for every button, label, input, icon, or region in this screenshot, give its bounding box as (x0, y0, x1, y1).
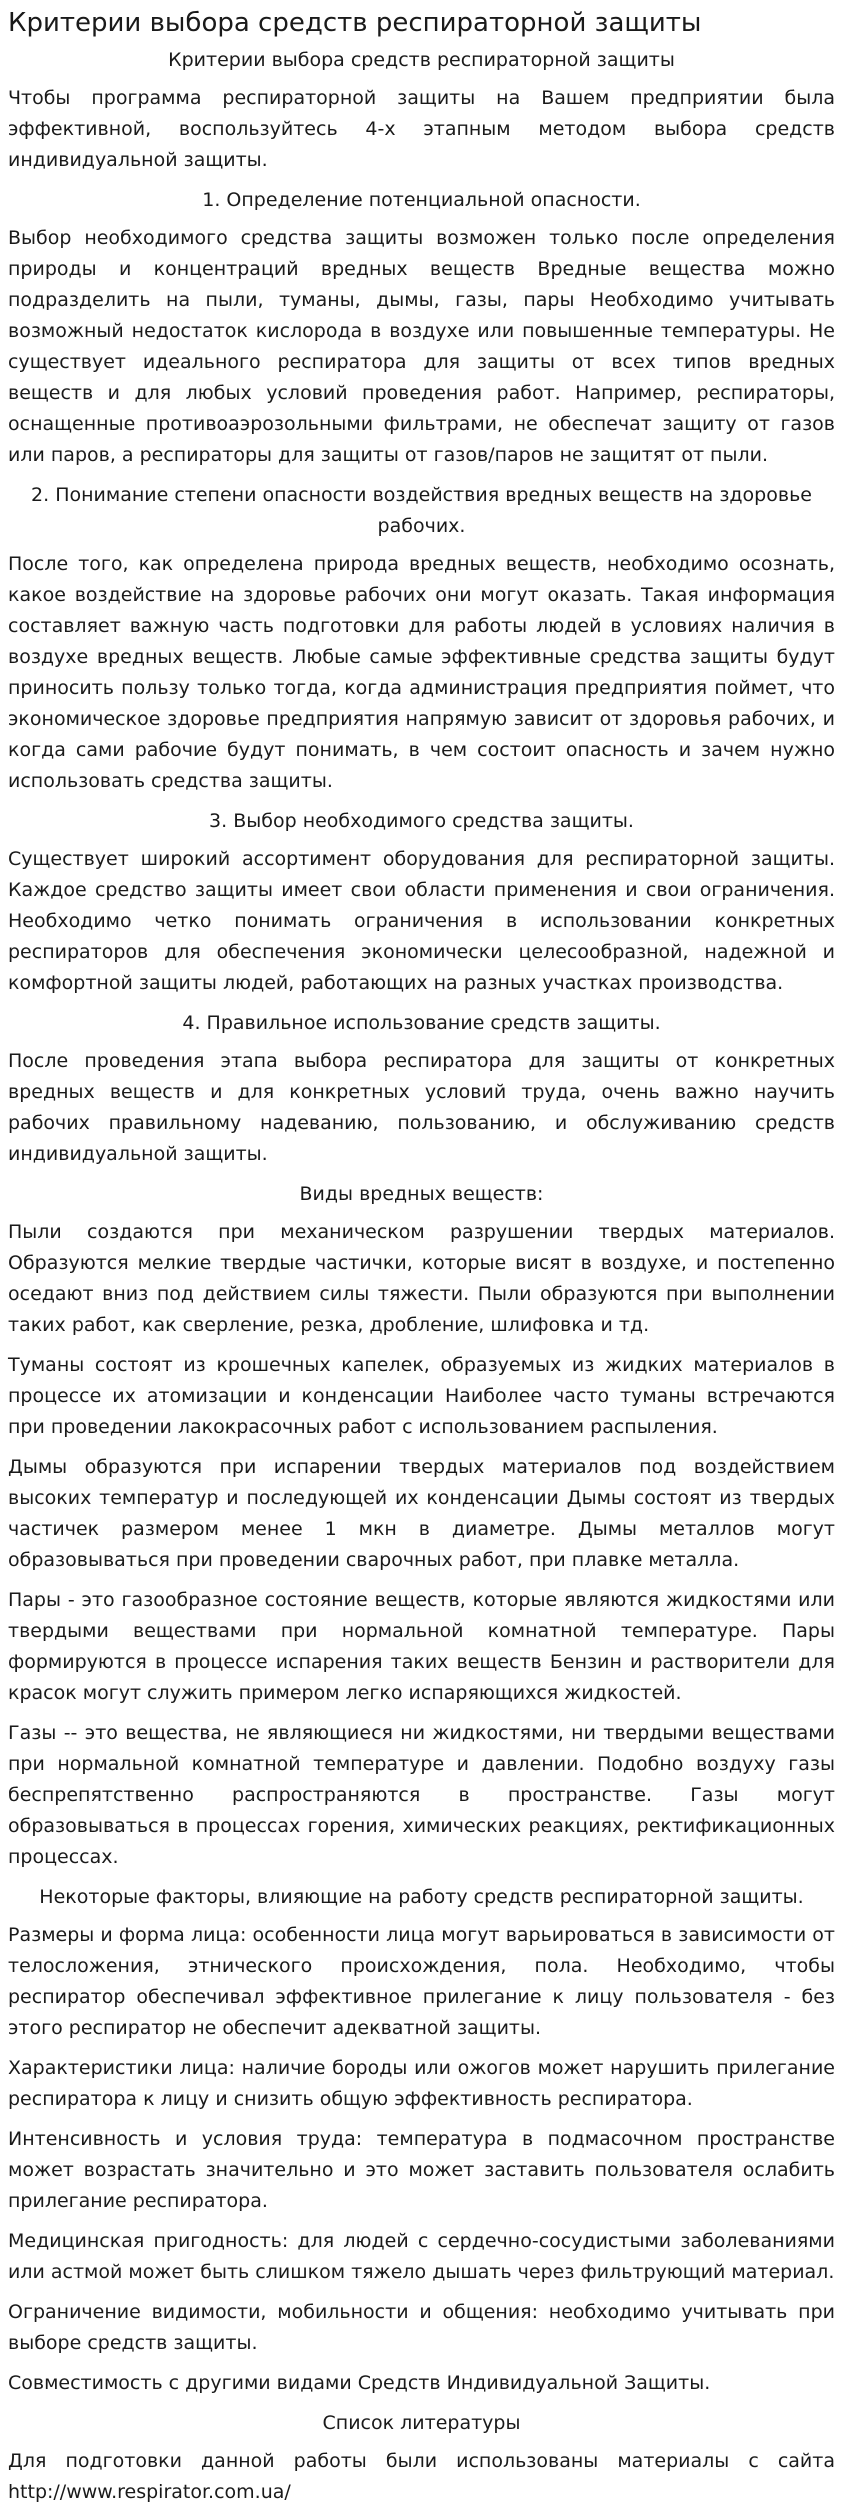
section-heading-equipment-selection: 3. Выбор необходимого средства защиты. (209, 810, 634, 832)
factor-ppe-compatibility: Совместимость с другими видами Средств Индивидуальной Защиты. (8, 2372, 711, 2394)
page-title: Критерии выбора средств респираторной защиты (8, 8, 702, 38)
document-subtitle: Критерии выбора средств респираторной защиты (168, 49, 675, 71)
intro-paragraph: Чтобы программа респираторной защиты на Вашем предприятии была эффективной, воспользуйтесь 4-х этапным методом выбора средств индивидуальной защиты. (8, 87, 835, 171)
section-paragraph: Существует широкий ассортимент оборудования для респираторной защиты. Каждое средство защиты имеет свои области применения и свои ограничения. Необходимо четко понимать ограничения в использовании конкретных респираторов для обеспечения экономически целесообразной, надежной и комфортной защиты людей, работающих на разных участках производства. (8, 848, 835, 994)
references-paragraph: Для подготовки данной работы были использованы материалы с сайта http://www.respirator.com.ua/ (8, 2450, 835, 2503)
section-paragraph: Выбор необходимого средства защиты возможен только после определения природы и концентраций вредных веществ Вредные вещества можно подразделить на пыли, туманы, дымы, газы, пары Необходимо учитывать возможный недостаток кислорода в воздухе или повышенные температуры. Не существует идеального респиратора для защиты от всех типов вредных веществ и для любых условий проведения работ. Например, респираторы, оснащенные противоаэрозольными фильтрами, не обеспечат защиту от газов или паров, а респираторы для защиты от газов/паров не защитят от пыли. (8, 227, 835, 466)
factor-face-characteristics: Характеристики лица: наличие бороды или ожогов может нарушить прилегание респиратора к лицу и снизить общую эффективность респиратора. (8, 2057, 835, 2110)
section-heading-influencing-factors: Некоторые факторы, влияющие на работу средств респираторной защиты. (39, 1886, 804, 1908)
section-heading-references: Список литературы (322, 2412, 521, 2434)
hazard-type-gases: Газы -- это вещества, не являющиеся ни жидкостями, ни твердыми веществами при нормальной комнатной температуре и давлении. Подобно воздуху газы беспрепятственно распространяются в пространстве. Газы могут образовываться в процессах горения, химических реакциях, ректификационных процессах. (8, 1722, 835, 1868)
factor-visibility-mobility: Ограничение видимости, мобильности и общения: необходимо учитывать при выборе средств защиты. (8, 2301, 835, 2354)
hazard-type-fumes: Дымы образуются при испарении твердых материалов под воздействием высоких температур и последующей их конденсации Дымы состоят из твердых частичек размером менее 1 мкн в диаметре. Дымы металлов могут образовываться при проведении сварочных работ, при плавке металла. (8, 1456, 835, 1571)
factor-medical-fitness: Медицинская пригодность: для людей с сердечно-сосудистыми заболеваниями или астмой может быть слишком тяжело дышать через фильтрующий материал. (8, 2230, 835, 2283)
hazard-type-dusts: Пыли создаются при механическом разрушении твердых материалов. Образуются мелкие твердые частички, которые висят в воздухе, и постепенно оседают вниз под действием силы тяжести. Пыли образуются при выполнении таких работ, как сверление, резка, дробление, шлифовка и тд. (8, 1221, 835, 1336)
hazard-type-mists: Туманы состоят из крошечных капелек, образуемых из жидких материалов в процессе их атомизации и конденсации Наиболее часто туманы встречаются при проведении лакокрасочных работ с использованием распыления. (8, 1354, 835, 1438)
factor-work-intensity: Интенсивность и условия труда: температура в подмасочном пространстве может возрастать значительно и это может заставить пользователя ослабить прилегание респиратора. (8, 2128, 835, 2212)
factor-face-shape: Размеры и форма лица: особенности лица могут варьироваться в зависимости от телосложения, этнического происхождения, пола. Необходимо, чтобы респиратор обеспечивал эффективное прилегание к лицу пользователя - без этого респиратор не обеспечит адекватной защиты. (8, 1924, 835, 2039)
section-heading-hazard-types: Виды вредных веществ: (299, 1183, 544, 1205)
section-paragraph: После проведения этапа выбора респиратора для защиты от конкретных вредных веществ и для конкретных условий труда, очень важно научить рабочих правильному надеванию, пользованию, и обслуживанию средств индивидуальной защиты. (8, 1050, 835, 1165)
section-heading-proper-use: 4. Правильное использование средств защиты. (182, 1012, 661, 1034)
hazard-type-vapors: Пары - это газообразное состояние веществ, которые являются жидкостями или твердыми веществами при нормальной комнатной температуре. Пары формируются в процессе испарения таких веществ Бензин и растворители для красок могут служить примером легко испаряющихся жидкостей. (8, 1589, 835, 1704)
section-heading-hazard-identification: 1. Определение потенциальной опасности. (202, 189, 641, 211)
section-heading-health-effects: 2. Понимание степени опасности воздействия вредных веществ на здоровье рабочих. (31, 484, 812, 537)
section-paragraph: После того, как определена природа вредных веществ, необходимо осознать, какое воздействие на здоровье рабочих они могут оказать. Такая информация составляет важную часть подготовки для работы людей в условиях наличия в воздухе вредных веществ. Любые самые эффективные средства защиты будут приносить пользу только тогда, когда администрация предприятия поймет, что экономическое здоровье предприятия напрямую зависит от здоровья рабочих, и когда сами рабочие будут понимать, в чем состоит опасность и зачем нужно использовать средства защиты. (8, 553, 835, 792)
